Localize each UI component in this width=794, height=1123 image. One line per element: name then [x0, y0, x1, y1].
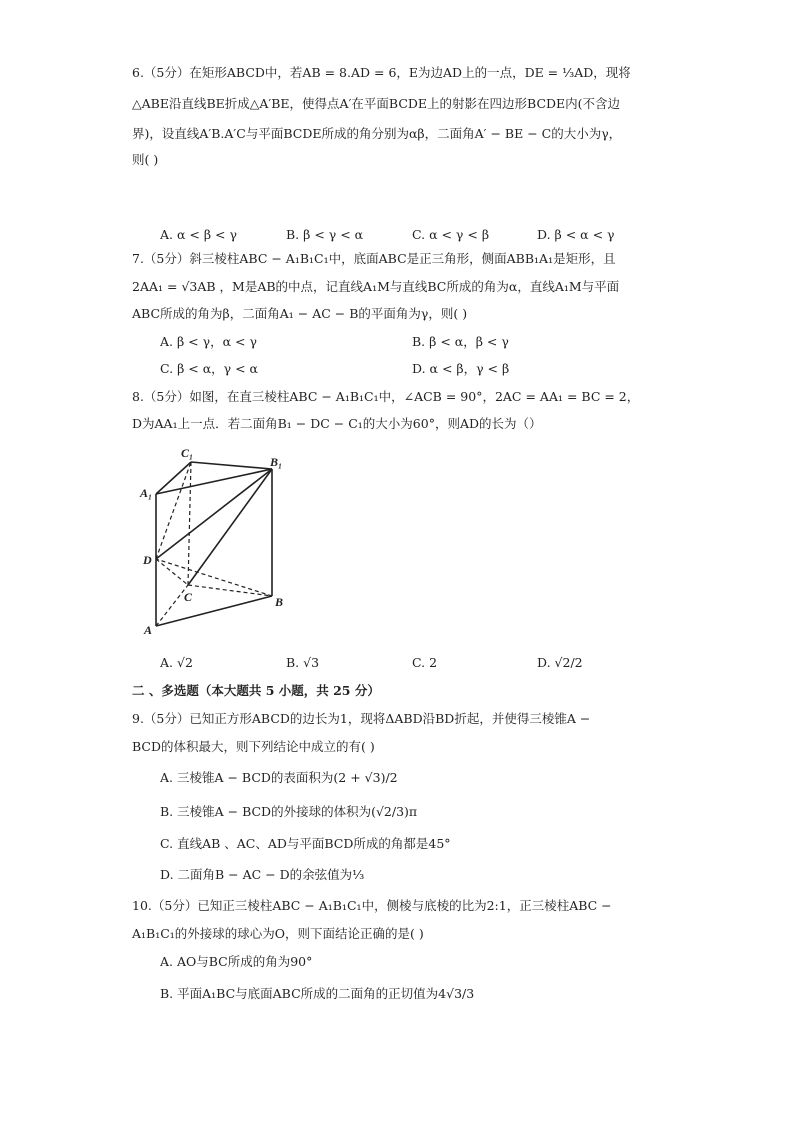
label-b1: B₁	[270, 455, 283, 469]
q7-option-a: A. β < γ，α < γ	[160, 334, 257, 349]
edge-c-b1	[188, 469, 272, 585]
q10-option-b: B. 平面A₁BC与底面ABC所成的二面角的正切值为4√3/3	[160, 986, 475, 1001]
q6-line-3: 界)，设直线A′B.A′C与平面BCDE所成的角分别为αβ，二面角A′ − BE − C的大小为γ，	[132, 126, 622, 141]
label-c1: C₁	[181, 446, 194, 460]
edge-c-c1	[188, 462, 191, 585]
q9-option-d: D. 二面角B − AC − D的余弦值为⅓	[160, 867, 365, 882]
edge-a-b	[156, 596, 272, 626]
edge-b-d	[156, 559, 272, 596]
section-2-heading: 二 、多选题（本大题共 5 小题，共 25 分）	[132, 683, 380, 698]
label-d: D	[143, 553, 152, 567]
q8-option-d: D. √2/2	[537, 655, 583, 670]
q6-option-d: D. β < α < γ	[537, 227, 615, 242]
label-a1: A₁	[140, 486, 153, 500]
q7-line-2: 2AA₁ = √3AB ，M是AB的中点，记直线A₁M与直线BC所成的角为α，直线A₁M与平面	[132, 279, 620, 294]
q9-option-c: C. 直线AB 、AC、AD与平面BCD所成的角都是45°	[160, 836, 451, 851]
q10-option-a: A. AO与BC所成的角为90°	[160, 954, 313, 969]
edge-c1-b1	[191, 462, 272, 469]
label-c: C	[184, 590, 193, 604]
q6-line-2: △ABE沿直线BE折成△A′BE，使得点A′在平面BCDE上的射影在四边形BCDE内(不含边	[132, 96, 621, 111]
prism-figure	[138, 444, 298, 640]
q7-line-3: ABC所成的角为β，二面角A₁ − AC − B的平面角为γ，则( )	[132, 306, 468, 321]
edge-c-b	[188, 585, 272, 596]
q7-option-b: B. β < α，β < γ	[412, 334, 509, 349]
label-a: A	[144, 623, 153, 637]
q8-option-b: B. √3	[286, 655, 320, 670]
q6-option-c: C. α < γ < β	[412, 227, 490, 242]
q8-option-a: A. √2	[160, 655, 193, 670]
q8-option-c: C. 2	[412, 655, 438, 670]
edge-d-c	[156, 559, 188, 585]
q9-line-2: BCD的体积最大，则下列结论中成立的有( )	[132, 739, 375, 754]
q8-line-2: D为AA₁上一点．若二面角B₁ − DC − C₁的大小为60°，则AD的长为（）	[132, 416, 542, 431]
q7-line-1: 7.（5分）斜三棱柱ABC − A₁B₁C₁中，底面ABC是正三角形，侧面ABB₁A₁是矩形，且	[132, 251, 616, 266]
q6-line-1: 6.（5分）在矩形ABCD中，若AB = 8.AD = 6，E为边AD上的一点，DE = ⅓AD，现将	[132, 65, 631, 80]
q10-line-2: A₁B₁C₁的外接球的球心为O，则下面结论正确的是( )	[132, 926, 424, 941]
label-b: B	[275, 595, 284, 609]
q8-line-1: 8.（5分）如图，在直三棱柱ABC − A₁B₁C₁中，∠ACB = 90°，2AC = AA₁ = BC = 2，	[132, 389, 640, 404]
q9-option-a: A. 三棱锥A − BCD的表面积为(2 + √3)/2	[160, 770, 398, 785]
q10-line-1: 10.（5分）已知正三棱柱ABC − A₁B₁C₁中，侧棱与底棱的比为2:1，正三棱柱ABC −	[132, 898, 612, 913]
q9-option-b: B. 三棱锥A − BCD的外接球的体积为(√2/3)π	[160, 804, 418, 819]
q6-option-b: B. β < γ < α	[286, 227, 364, 242]
q9-line-1: 9.（5分）已知正方形ABCD的边长为1，现将ΔABD沿BD折起，并使得三棱锥A −	[132, 711, 591, 726]
q7-option-d: D. α < β，γ < β	[412, 361, 510, 376]
q6-line-4: 则( )	[132, 152, 159, 167]
q7-option-c: C. β < α，γ < α	[160, 361, 258, 376]
edge-d-b1	[156, 469, 272, 559]
q6-option-a: A. α < β < γ	[160, 227, 237, 242]
